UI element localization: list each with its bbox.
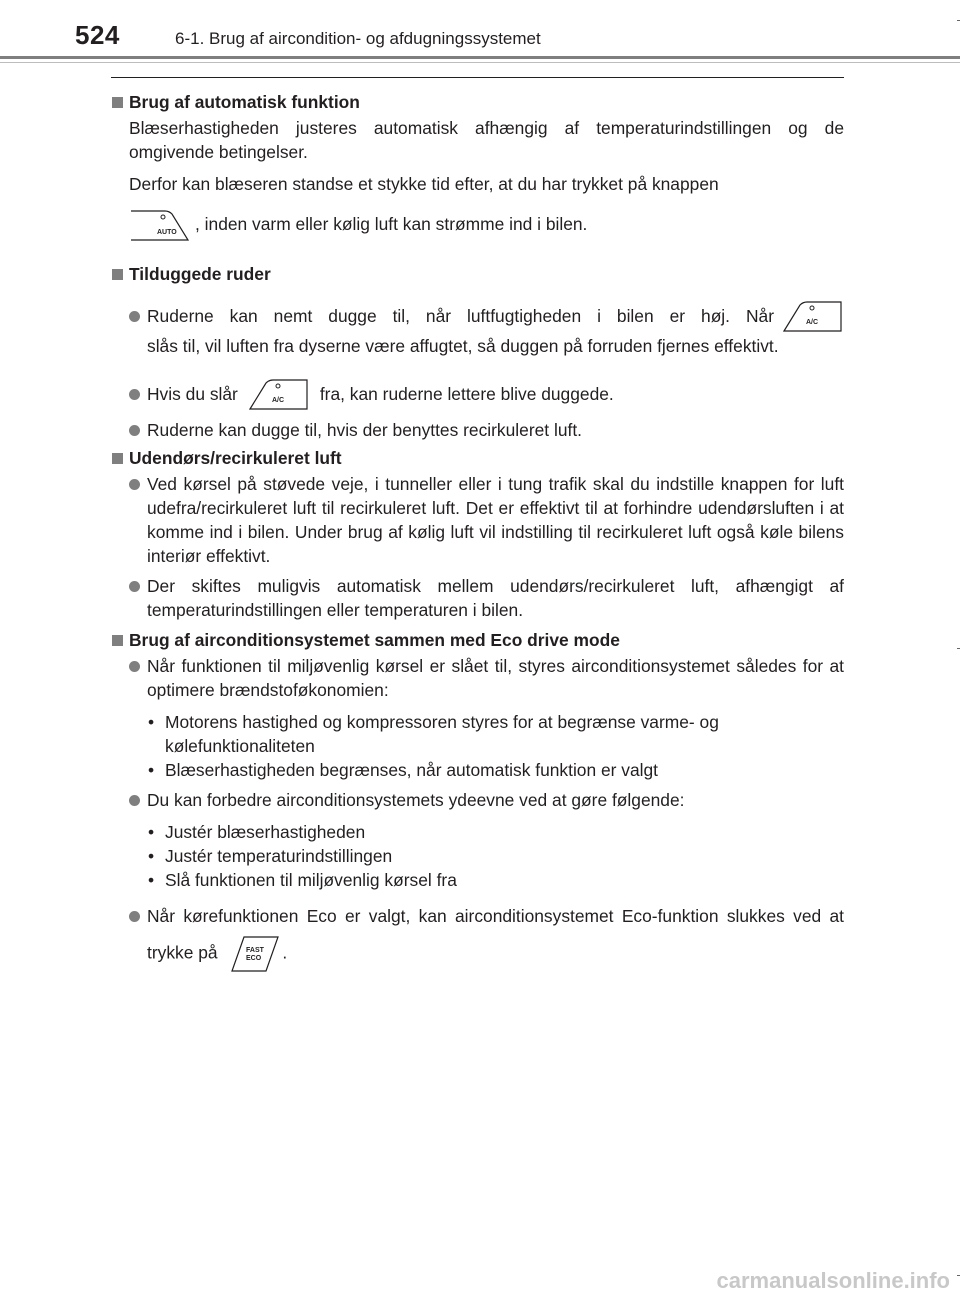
square-bullet-icon <box>112 269 123 280</box>
round-bullet-icon <box>129 389 140 400</box>
sub-list-item <box>111 844 844 868</box>
paragraph-with-icon <box>129 200 844 248</box>
section-heading-recirc <box>111 446 844 470</box>
bullet-item <box>111 472 844 568</box>
bullet-text: Du kan forbedre airconditionsystemets ydeevne ved at gøre følgende: <box>147 790 685 810</box>
bullet-text: Hvis du slår <box>147 384 238 404</box>
watermark: carmanualsonline.info <box>716 1268 950 1293</box>
sub-bullet-icon: • <box>148 760 155 780</box>
bullet-item <box>111 788 844 812</box>
round-bullet-icon <box>129 425 140 436</box>
sub-list-item <box>111 868 844 892</box>
paragraph: Derfor kan blæseren standse et stykke tid efter, at du har trykket på knappen <box>129 174 719 194</box>
sub-item-text: Motorens hastighed og kompressoren styres for at begrænse varme- og kølefunktionaliteten <box>165 712 719 756</box>
bullet-text: Ruderne kan nemt dugge til, når luftfugtigheden i bilen er høj. Når <box>147 306 774 326</box>
page-number: 524 <box>75 20 120 50</box>
bullet-item <box>111 574 844 622</box>
bullet-text: Ruderne kan dugge til, hvis der benyttes recirkuleret luft. <box>147 420 582 440</box>
auto-button-icon <box>129 207 191 243</box>
sub-bullet-icon: • <box>148 822 155 842</box>
heading-text: Tilduggede ruder <box>129 264 271 284</box>
sub-list-item <box>111 710 844 758</box>
chapter-title: 6-1. Brug af aircondition- og afdugningssystemet <box>175 29 541 48</box>
paragraph: Blæserhastigheden justeres automatisk afhængig af temperaturindstillingen og de omgivende betingelser. <box>129 118 844 162</box>
svg-text:ECO: ECO <box>246 955 262 962</box>
sub-item-text: Justér temperaturindstillingen <box>165 846 393 866</box>
svg-text:A/C: A/C <box>806 319 819 326</box>
round-bullet-icon <box>129 911 140 922</box>
bullet-item <box>111 898 844 974</box>
header-rule-thin <box>0 62 960 63</box>
paragraph-text: , inden varm eller kølig luft kan strømme ind i bilen. <box>195 214 588 234</box>
heading-text: Brug af airconditionsystemet sammen med Eco drive mode <box>129 630 620 650</box>
section-heading-eco <box>111 628 844 652</box>
bullet-text: Når funktionen til miljøvenlig kørsel er slået til, styres airconditionsystemet således for at optimere brændstoføkonomien: <box>147 656 844 700</box>
bullet-item <box>111 374 844 414</box>
section-heading-auto <box>111 90 844 114</box>
sub-list-item <box>111 758 844 782</box>
sub-item-text: Slå funktionen til miljøvenlig kørsel fra <box>165 870 457 890</box>
round-bullet-icon <box>129 311 140 322</box>
bullet-text: Ved kørsel på støvede veje, i tunneller eller i tung trafik skal du indstille knappen for luft udefra/recirkuleret luft til recirkuleret luft. Det er effektivt til at forhindre udendørsluften i at komme ind i bilen. Under brug af kølig luft vil indstilling til recirkuleret luft også køle bilens interiør effektivt. <box>147 474 844 566</box>
svg-text:A/C: A/C <box>271 397 284 404</box>
bullet-text: slås til, vil luften fra dyserne være affugtet, så duggen på forruden fjernes effektivt. <box>147 336 779 356</box>
sub-item-text: Justér blæserhastigheden <box>165 822 366 842</box>
sub-bullet-icon: • <box>148 712 155 732</box>
fast-eco-button-icon <box>230 934 280 974</box>
square-bullet-icon <box>112 97 123 108</box>
sub-list-item <box>111 820 844 844</box>
heading-text: Brug af automatisk funktion <box>129 92 360 112</box>
heading-text: Udendørs/recirkuleret luft <box>129 448 342 468</box>
bullet-item <box>111 654 844 702</box>
bullet-text: Der skiftes muligvis automatisk mellem udendørs/recirkuleret luft, afhængigt af temperaturindstillingen eller temperaturen i bilen. <box>147 576 844 620</box>
header-rule <box>0 56 960 59</box>
sub-item-text: Blæserhastigheden begrænses, når automatisk funktion er valgt <box>165 760 659 780</box>
bullet-item <box>111 418 844 442</box>
bullet-text: fra, kan ruderne lettere blive duggede. <box>319 384 614 404</box>
ac-button-icon <box>248 376 310 412</box>
page-content <box>111 90 844 980</box>
svg-text:AUTO: AUTO <box>157 229 177 237</box>
svg-text:FAST: FAST <box>246 947 265 954</box>
sub-bullet-icon: • <box>148 846 155 866</box>
ac-button-icon <box>782 298 844 334</box>
bullet-item <box>111 298 844 358</box>
square-bullet-icon <box>112 453 123 464</box>
round-bullet-icon <box>129 661 140 672</box>
bullet-text: Når kørefunktionen Eco er valgt, kan airconditionsystemet Eco-funktion slukkes ved at trykke på <box>147 906 844 963</box>
sub-bullet-icon: • <box>148 870 155 890</box>
bullet-text: . <box>282 942 288 963</box>
section-rule <box>111 77 844 78</box>
round-bullet-icon <box>129 795 140 806</box>
round-bullet-icon <box>129 581 140 592</box>
round-bullet-icon <box>129 479 140 490</box>
section-heading-fog <box>111 262 844 286</box>
square-bullet-icon <box>112 635 123 646</box>
